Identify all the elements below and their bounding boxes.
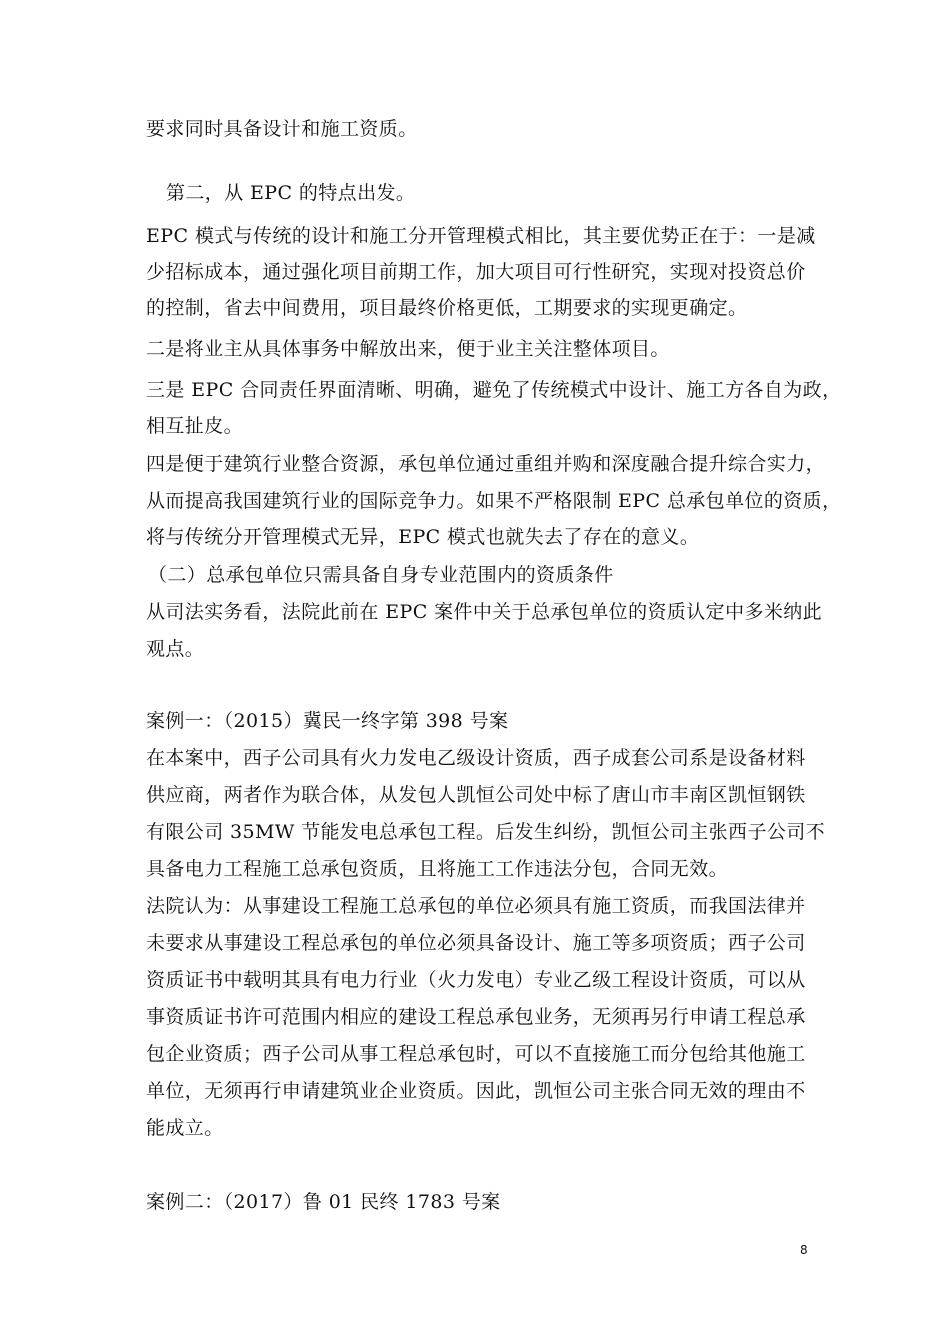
text-line: 从而提高我国建筑行业的国际竞争力。如果不严格限制 EPC 总承包单位的资质， bbox=[146, 490, 842, 512]
text-line: 从司法实务看，法院此前在 EPC 案件中关于总承包单位的资质认定中多米纳此 bbox=[146, 601, 823, 623]
text-line: 具备电力工程施工总承包资质，且将施工工作违法分包，合同无效。 bbox=[146, 858, 729, 880]
section-heading: （二）总承包单位只需具备自身专业范围内的资质条件 bbox=[148, 564, 614, 586]
text-line: 在本案中，西子公司具有火力发电乙级设计资质，西子成套公司系是设备材料 bbox=[146, 747, 806, 769]
text-line: 有限公司 35MW 节能发电总承包工程。后发生纠纷，凯恒公司主张西子公司不 bbox=[146, 821, 826, 843]
text-line: 三是 EPC 合同责任界面清晰、明确，避免了传统模式中设计、施工方各自为政， bbox=[146, 379, 842, 401]
page-number: 8 bbox=[800, 1243, 808, 1257]
text-line: 四是便于建筑行业整合资源，承包单位通过重组并购和深度融合提升综合实力， bbox=[146, 453, 826, 475]
case-heading: 案例一：（2015）冀民一终字第 398 号案 bbox=[146, 710, 509, 732]
text-line: 相互扯皮。 bbox=[146, 415, 244, 437]
case-heading: 案例二：（2017）鲁 01 民终 1783 号案 bbox=[146, 1191, 501, 1213]
text-line: 要求同时具备设计和施工资质。 bbox=[146, 118, 418, 140]
text-line: 法院认为：从事建设工程施工总承包的单位必须具有施工资质，而我国法律并 bbox=[146, 895, 806, 917]
text-line: 观点。 bbox=[146, 638, 205, 660]
text-line: EPC 模式与传统的设计和施工分开管理模式相比，其主要优势正在于：一是减 bbox=[146, 225, 816, 247]
text-line: 少招标成本，通过强化项目前期工作，加大项目可行性研究，实现对投资总价 bbox=[146, 261, 806, 283]
text-line: 未要求从事建设工程总承包的单位必须具备设计、施工等多项资质；西子公司 bbox=[146, 932, 806, 954]
section-heading: 第二，从 EPC 的特点出发。 bbox=[166, 182, 416, 204]
text-line: 能成立。 bbox=[146, 1117, 224, 1139]
text-line: 资质证书中载明其具有电力行业（火力发电）专业乙级工程设计资质，可以从 bbox=[146, 969, 806, 991]
text-line: 单位，无须再行申请建筑业企业资质。因此，凯恒公司主张合同无效的理由不 bbox=[146, 1080, 806, 1102]
text-line: 二是将业主从具体事务中解放出来，便于业主关注整体项目。 bbox=[146, 338, 670, 360]
text-line: 事资质证书许可范围内相应的建设工程总承包业务，无须再另行申请工程总承 bbox=[146, 1006, 806, 1028]
text-line: 包企业资质；西子公司从事工程总承包时，可以不直接施工而分包给其他施工 bbox=[146, 1043, 806, 1065]
text-line: 供应商，两者作为联合体，从发包人凯恒公司处中标了唐山市丰南区凯恒钢铁 bbox=[146, 784, 806, 806]
text-line: 的控制，省去中间费用，项目最终价格更低，工期要求的实现更确定。 bbox=[146, 297, 748, 319]
text-line: 将与传统分开管理模式无异，EPC 模式也就失去了存在的意义。 bbox=[146, 526, 700, 548]
